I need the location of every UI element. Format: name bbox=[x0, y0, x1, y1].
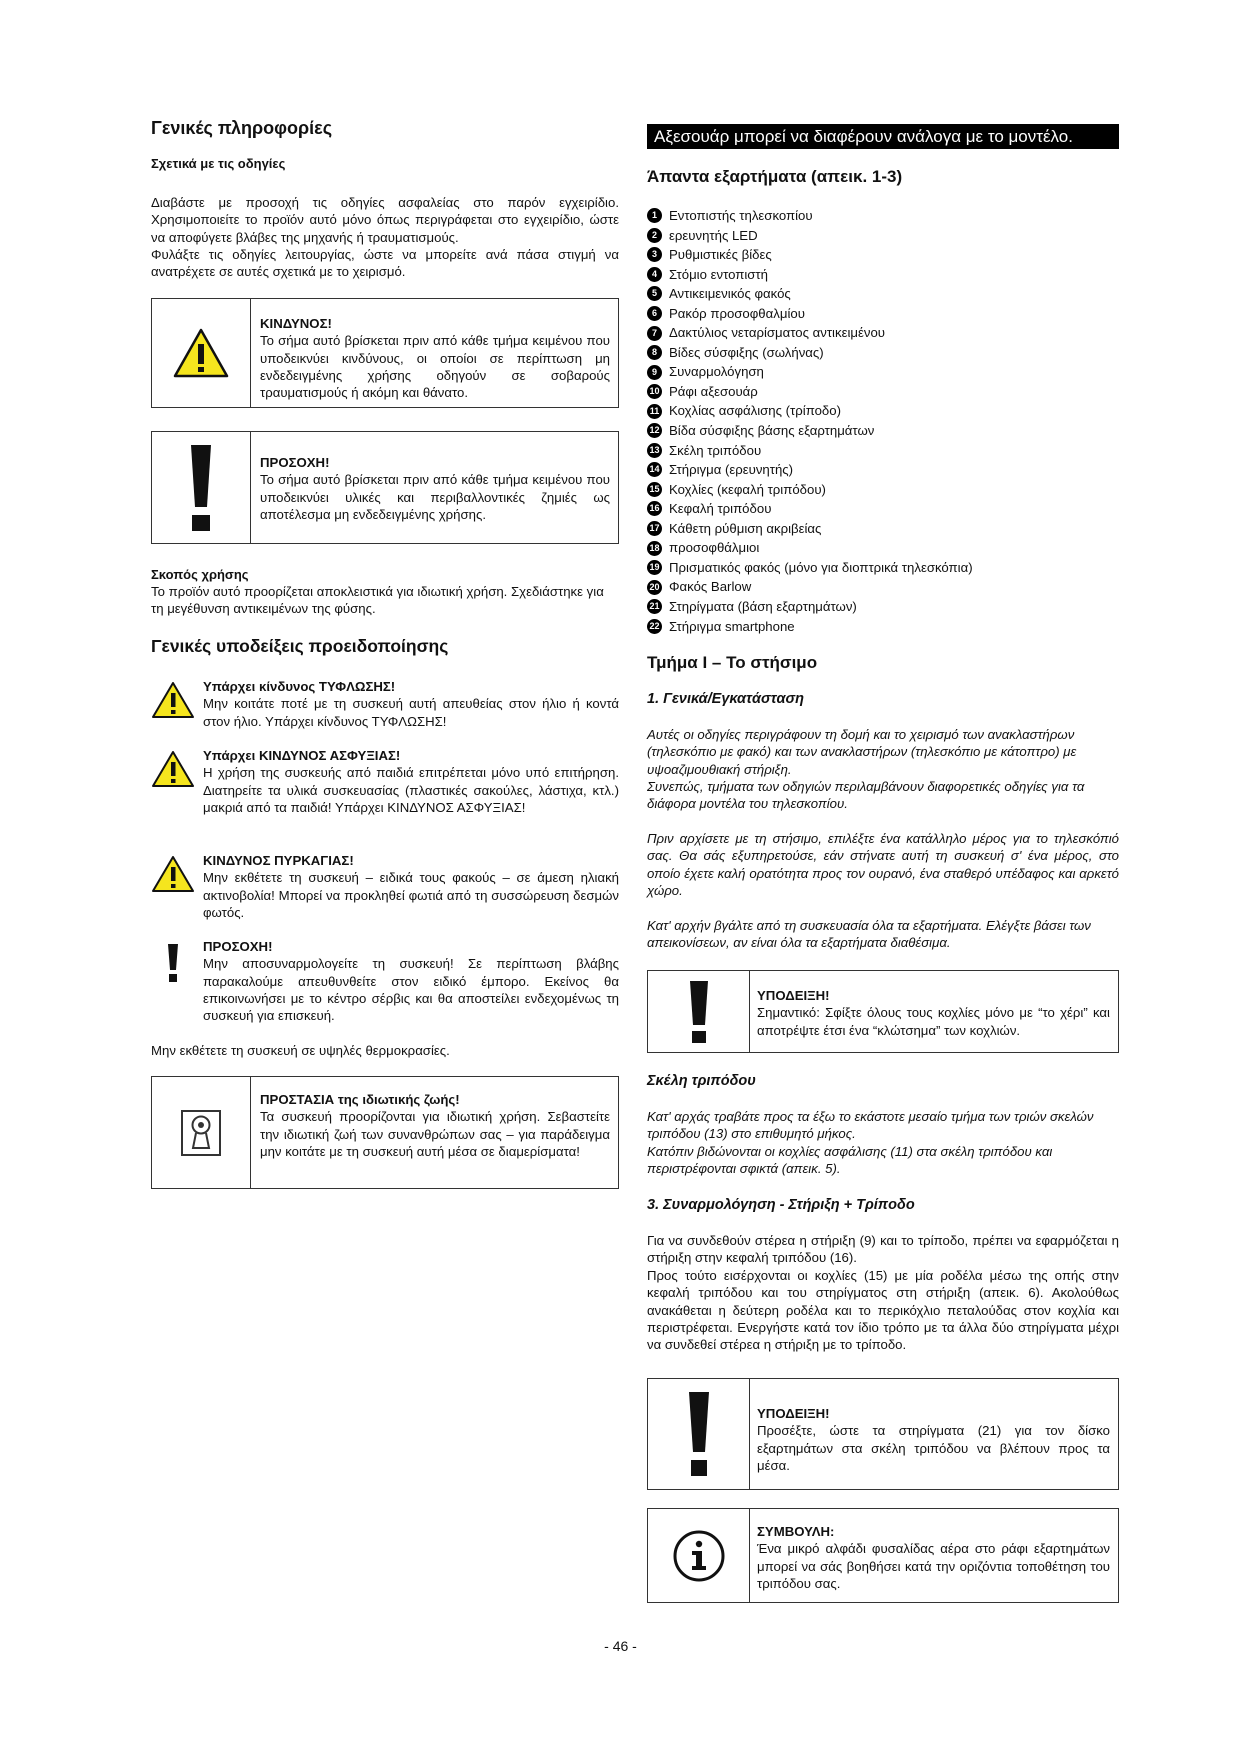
parts-list-item bbox=[647, 401, 1119, 421]
part-label: Κοχλίας ασφάλισης (τρίποδο) bbox=[669, 403, 842, 419]
part-label: Κοχλίες (κεφαλή τριπόδου) bbox=[669, 481, 826, 497]
parts-list-item bbox=[647, 265, 1119, 285]
tripod-legs-paragraph-2: Κατόπιν βιδώνονται οι κοχλίες ασφάλισης (11) στα σκέλη τριπόδου και περιστρέφονται σφικτά (απεικ. 5). bbox=[647, 1144, 1053, 1177]
info-icon bbox=[648, 1509, 750, 1602]
part-number-badge: 9 bbox=[647, 365, 662, 380]
part-number-badge: 4 bbox=[647, 267, 662, 282]
tip-box bbox=[647, 1508, 1119, 1603]
tripod-legs-paragraph-1: Κατ' αρχάς τραβάτε προς τα έξω το εκάστοτε μεσαίο τμήμα των τριών σκελών τριπόδου (13) στο επιθυμητό μήκος. bbox=[647, 1109, 1094, 1142]
about-text-2: Φυλάξτε τις οδηγίες λειτουργίας, ώστε να μπορείτε ανά πάσα στιγμή να ανατρέχετε σε αυτές σχετικά με το χειρισμό. bbox=[151, 247, 619, 280]
exclamation-icon bbox=[152, 432, 251, 543]
danger-text: Το σήμα αυτό βρίσκεται πριν από κάθε τμήμα κειμένου που υποδεικνύει κινδύνους, οι οποίοι σε περίπτωση μη ενδεδειγμένης χρήσης οδηγούν σε σοβαρούς τραυματισμούς ή ακόμη και θάνατο. bbox=[260, 333, 610, 401]
parts-list-item bbox=[647, 245, 1119, 265]
part-number-badge: 12 bbox=[647, 423, 662, 438]
part-label: Στήριγμα (ερευνητής) bbox=[669, 462, 794, 478]
warning-triangle-icon bbox=[152, 299, 251, 407]
part-label: Δακτύλιος νεταρίσματος αντικειμένου bbox=[669, 325, 885, 341]
section1-title: 1. Γενικά/Εγκατάσταση bbox=[647, 691, 804, 707]
parts-list-item bbox=[647, 304, 1119, 324]
note1-text: Σημαντικό: Σφίξτε όλους τους κοχλίες μόνο με “το χέρι” και αποτρέψτε έτσι ένα “κλώτσημα” των κοχλιών. bbox=[757, 1005, 1110, 1038]
part-label: Βίδα σύσφιξης βάσης εξαρτημάτων bbox=[669, 423, 875, 439]
about-instructions-heading: Σχετικά με τις οδηγίες bbox=[151, 156, 286, 171]
warning-text: Μην κοιτάτε ποτέ με τη συσκευή αυτή απευθείας στον ήλιο ή κοντά στον ήλιο. Υπάρχει κίνδυνος ΤΥΦΛΩΣΗΣ! bbox=[203, 696, 619, 729]
part-number-badge: 22 bbox=[647, 619, 662, 634]
part-number-badge: 5 bbox=[647, 286, 662, 301]
part-number-badge: 14 bbox=[647, 462, 662, 477]
parts-list-item bbox=[647, 206, 1119, 226]
part-label: Στηρίγματα (βάση εξαρτημάτων) bbox=[669, 598, 857, 614]
part-number-badge: 2 bbox=[647, 228, 662, 243]
warning-title: Υπάρχει κίνδυνος ΤΥΦΛΩΣΗΣ! bbox=[203, 679, 396, 694]
part-number-badge: 17 bbox=[647, 521, 662, 536]
exclamation-icon bbox=[151, 938, 195, 988]
part-label: Αντικειμενικός φακός bbox=[669, 286, 791, 302]
about-text-1: Διαβάστε με προσοχή τις οδηγίες ασφαλείας στο παρόν εγχειρίδιο. Χρησιμοποιείτε το προϊόν αυτό μόνο όπως περιγράφεται στο εγχειρίδιο, ώστε να αποφύγετε βλάβες της μηχανής ή τραυματισμούς. bbox=[151, 195, 619, 245]
parts-list-item bbox=[647, 226, 1119, 246]
part-label: Στήριγμα smartphone bbox=[669, 618, 795, 634]
section3-paragraph-2: Προς τούτο εισέρχονται οι κοχλίες (15) με μία ροδέλα μέσω της οπής στην κεφαλή τριπόδου και του στηρίγματος στη στήριξη (απεικ. 6). Ακολούθως ανακάθεται η δεύτερη ροδέλα και το περικόχλιο πεταλούδας στον κοχλία και περιστρέφεται. Ενεργήστε κατά τον ίδιο τρόπο με τα άλλα δύο στηρίγματα μέχρι να συνδεθεί στέρεα η στήριξη με το τρίποδο. bbox=[647, 1268, 1119, 1353]
parts-list-item bbox=[647, 421, 1119, 441]
part-label: προσοφθάλμιοι bbox=[669, 540, 760, 556]
part-number-badge: 16 bbox=[647, 501, 662, 516]
part-label: Κεφαλή τριπόδου bbox=[669, 501, 772, 517]
section3-title: 3. Συναρμολόγηση - Στήριξη + Τρίποδο bbox=[647, 1197, 915, 1213]
accessories-banner: Αξεσουάρ μπορεί να διαφέρουν ανάλογα με το μοντέλο. bbox=[647, 124, 1119, 149]
part-number-badge: 13 bbox=[647, 443, 662, 458]
danger-title: ΚΙΝΔΥΝΟΣ! bbox=[260, 316, 332, 331]
section1-paragraph-2: Συνεπώς, τμήματα των οδηγιών περιλαμβάνουν διαφορετικές οδηγίες για τα διάφορα μοντέλα του τηλεσκοπίου. bbox=[647, 779, 1085, 812]
exclamation-icon bbox=[648, 971, 750, 1052]
parts-list-item bbox=[647, 616, 1119, 636]
parts-list-item bbox=[647, 499, 1119, 519]
warning-triangle-icon bbox=[151, 852, 195, 897]
exclamation-icon bbox=[648, 1379, 750, 1489]
note-box-1 bbox=[647, 970, 1119, 1053]
part-label: Σκέλη τριπόδου bbox=[669, 442, 762, 458]
warning-triangle-icon bbox=[151, 678, 195, 723]
tip-text: Ένα μικρό αλφάδι φυσαλίδας αέρα στο ράφι εξαρτημάτων μπορεί να σάς βοηθήσει κατά την οριζόντια τοποθέτηση του τριπόδου σας. bbox=[757, 1541, 1110, 1591]
part-number-badge: 1 bbox=[647, 208, 662, 223]
part-number-badge: 3 bbox=[647, 247, 662, 262]
part-label: Κάθετη ρύθμιση ακριβείας bbox=[669, 520, 822, 536]
warning-text: Μην εκθέτετε τη συσκευή – ειδικά τους φακούς – σε άμεση ηλιακή ακτινοβολία! Μπορεί να προκληθεί φωτιά από τη συσσώρευση δεσμών φωτός. bbox=[203, 870, 619, 920]
warning-triangle-icon bbox=[151, 747, 195, 792]
parts-list-item bbox=[647, 597, 1119, 617]
part-number-badge: 6 bbox=[647, 306, 662, 321]
caution-text: Το σήμα αυτό βρίσκεται πριν από κάθε τμήμα κειμένου που υποδεικνύει υλικές και περιβαλλοντικές ζημιές ως αποτέλεσμα μη ενδεδειγμένης χρήσης. bbox=[260, 472, 610, 522]
parts-title: Άπαντα εξαρτήματα (απεικ. 1-3) bbox=[647, 167, 903, 186]
privacy-box bbox=[151, 1076, 619, 1189]
warning-title: ΚΙΝΔΥΝΟΣ ΠΥΡΚΑΓΙΑΣ! bbox=[203, 853, 354, 868]
privacy-text: Τα συσκευή προορίζονται για ιδιωτική χρήση. Σεβαστείτε την ιδιωτική ζωή των συνανθρώπων σας – για παράδειγμα μην κοιτάτε με τη συσκευή αυτή μέσα σε διαμερίσματα! bbox=[260, 1109, 610, 1159]
parts-list-item bbox=[647, 284, 1119, 304]
part-label: Ρακόρ προσοφθαλμίου bbox=[669, 305, 805, 321]
note-box-2 bbox=[647, 1378, 1119, 1490]
part-label: Βίδες σύσφιξης (σωλήνας) bbox=[669, 344, 824, 360]
section1-paragraph-1: Αυτές οι οδηγίες περιγράφουν τη δομή και το χειρισμό των ανακλαστήρων (τηλεσκόπιο με φακό) και των ανακλαστήρων (τηλεσκόπιο με κάτοπτρο) με υψοαζιμουθιακή στήριξη. bbox=[647, 727, 1077, 777]
parts-list-item bbox=[647, 460, 1119, 480]
part-label: Εντοπιστής τηλεσκοπίου bbox=[669, 208, 813, 224]
parts-list-item bbox=[647, 323, 1119, 343]
section3-paragraph-1: Για να συνδεθούν στέρεα η στήριξη (9) και το τρίποδο, πρέπει να εφαρμόζεται η στήριξη στην κεφαλή τριπόδου (16). bbox=[647, 1233, 1119, 1266]
section1-paragraph-3: Πριν αρχίσετε με τη στήσιμο, επιλέξτε ένα κατάλληλο μέρος για το τηλεσκόπιό σας. Θα σάς εξυπηρετούσε, εάν στήνατε αυτή τη συσκευή σ' ένα μέρος, στο οποίο έχετε καλή ορατότητα προς τον ουρανό, ένα σταθερό υπέδαφος και αρκετό χώρο. bbox=[647, 831, 1119, 898]
tripod-legs-title: Σκέλη τριπόδου bbox=[647, 1073, 756, 1089]
part1-title: Τμήμα I – Το στήσιμο bbox=[647, 653, 818, 672]
part-label: Ράφι αξεσουάρ bbox=[669, 383, 758, 399]
part-number-badge: 8 bbox=[647, 345, 662, 360]
heat-warning-text: Μην εκθέτετε τη συσκευή σε υψηλές θερμοκρασίες. bbox=[151, 1043, 450, 1058]
parts-list-item bbox=[647, 480, 1119, 500]
warning-text: Η χρήση της συσκευής από παιδιά επιτρέπεται μόνο υπό επιτήρηση. Διατηρείτε τα υλικά συσκευασίας (πλαστικές σακούλες, λάστιχα, κτλ.) μακριά από τα παιδιά! Υπάρχει ΚΙΝΔΥΝΟΣ ΑΣΦΥΞΙΑΣ! bbox=[203, 765, 619, 815]
warning-text: Μην αποσυναρμολογείτε τη συσκευή! Σε περίπτωση βλάβης παρακαλούμε απευθυνθείτε στον ειδικό έμπορο. Εκείνος θα επικοινωνήσει με το κέντρο σέρβις και θα αποστείλει ενδεχομένως τη συσκευή για επισκευή. bbox=[203, 956, 619, 1024]
caution-box bbox=[151, 431, 619, 544]
tip-title: ΣΥΜΒΟΥΛΗ: bbox=[757, 1524, 835, 1539]
parts-list-item bbox=[647, 382, 1119, 402]
part-label: ερευνητής LED bbox=[669, 227, 758, 243]
parts-list-item bbox=[647, 538, 1119, 558]
parts-list-item bbox=[647, 343, 1119, 363]
part-number-badge: 21 bbox=[647, 599, 662, 614]
purpose-heading: Σκοπός χρήσης bbox=[151, 567, 249, 582]
warning-title: Υπάρχει ΚΙΝΔΥΝΟΣ ΑΣΦΥΞΙΑΣ! bbox=[203, 748, 401, 763]
part-number-badge: 18 bbox=[647, 541, 662, 556]
parts-list-item bbox=[647, 577, 1119, 597]
privacy-keyhole-icon bbox=[152, 1077, 251, 1188]
caution-title: ΠΡΟΣΟΧΗ! bbox=[260, 455, 330, 470]
privacy-title: ΠΡΟΣΤΑΣΙΑ της ιδιωτικής ζωής! bbox=[260, 1092, 460, 1107]
part-number-badge: 20 bbox=[647, 580, 662, 595]
part-label: Πρισματικός φακός (μόνο για διοπτρικά τηλεσκόπια) bbox=[669, 559, 973, 575]
part-number-badge: 11 bbox=[647, 404, 662, 419]
part-number-badge: 10 bbox=[647, 384, 662, 399]
general-warnings-title: Γενικές υποδείξεις προειδοποίησης bbox=[151, 636, 449, 656]
general-info-title: Γενικές πληροφορίες bbox=[151, 118, 333, 138]
note1-title: ΥΠΟΔΕΙΞΗ! bbox=[757, 988, 830, 1003]
warning-title: ΠΡΟΣΟΧΗ! bbox=[203, 939, 273, 954]
parts-list-item bbox=[647, 362, 1119, 382]
part-number-badge: 15 bbox=[647, 482, 662, 497]
part-number-badge: 19 bbox=[647, 560, 662, 575]
parts-list bbox=[647, 206, 1119, 636]
part-label: Στόμιο εντοπιστή bbox=[669, 266, 768, 282]
purpose-text: Το προϊόν αυτό προορίζεται αποκλειστικά για ιδιωτική χρήση. Σχεδιάστηκε για τη μεγέθυνση αντικειμένων της φύσης. bbox=[151, 584, 604, 617]
part-label: Συναρμολόγηση bbox=[669, 364, 764, 380]
part-label: Φακός Barlow bbox=[669, 579, 752, 595]
parts-list-item bbox=[647, 558, 1119, 578]
danger-box bbox=[151, 298, 619, 408]
page-number: - 46 - bbox=[604, 1638, 637, 1654]
part-label: Ρυθμιστικές βίδες bbox=[669, 247, 772, 263]
note2-text: Προσέξτε, ώστε τα στηρίγματα (21) για τον δίσκο εξαρτημάτων στα σκέλη τριπόδου να βλέπουν προς τα μέσα. bbox=[757, 1423, 1110, 1473]
parts-list-item bbox=[647, 441, 1119, 461]
note2-title: ΥΠΟΔΕΙΞΗ! bbox=[757, 1406, 830, 1421]
section1-paragraph-4: Κατ' αρχήν βγάλτε από τη συσκευασία όλα τα εξαρτήματα. Ελέγξτε βάσει των απεικονίσεων, αν είναι όλα τα εξαρτήματα διαθέσιμα. bbox=[647, 918, 1091, 951]
parts-list-item bbox=[647, 519, 1119, 539]
part-number-badge: 7 bbox=[647, 326, 662, 341]
